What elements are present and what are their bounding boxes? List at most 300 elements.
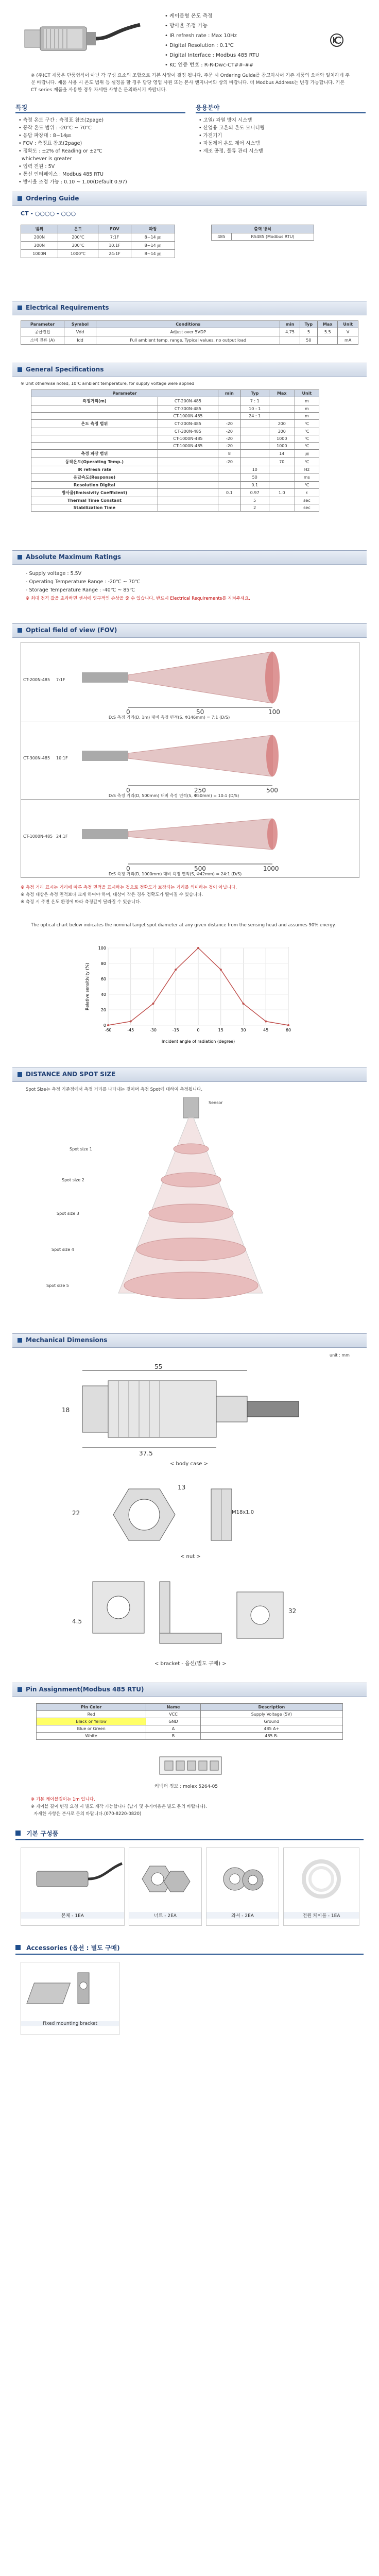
pin-bar xyxy=(12,1683,367,1697)
chart-point xyxy=(287,1024,289,1026)
general-cell xyxy=(269,504,295,512)
mech-unit: unit : mm xyxy=(330,1353,350,1358)
chart-x-tick: 60 xyxy=(285,1028,291,1032)
chart-x-tick: -60 xyxy=(105,1028,112,1032)
spot-label: Spot size 2 xyxy=(62,1178,84,1182)
general-cell: sec xyxy=(295,504,319,512)
general-cell: 200 xyxy=(269,420,295,428)
application-row: • 가전기기 xyxy=(199,133,222,139)
pin-note: ※ 기본 케이블길이는 1m 입니다. xyxy=(31,1797,95,1802)
general-cell: m xyxy=(295,397,319,405)
general-header: Max xyxy=(269,390,295,397)
ordering-guide-title: Ordering Guide xyxy=(26,195,79,202)
general-cell xyxy=(218,504,241,512)
pin-cell: B xyxy=(146,1733,200,1740)
ordering-guide-bar xyxy=(12,192,367,206)
ordering-cell: 8~14 ㎛ xyxy=(131,242,175,250)
general-cell xyxy=(269,466,295,473)
general-cell: IR refresh rate xyxy=(31,466,158,473)
application-row: • 제조 공정, 물류 관리 시스템 xyxy=(199,148,263,154)
chart-y-label: Relative sensitivity (%) xyxy=(85,963,90,1010)
dim-label: 55 xyxy=(154,1363,163,1370)
general-header: Parameter xyxy=(31,390,218,397)
table-row xyxy=(37,1718,343,1725)
pin-table xyxy=(36,1703,343,1740)
electrical-cell: 공급전압 xyxy=(21,328,64,336)
table-row xyxy=(31,497,319,504)
ordering-cell: 24:1F xyxy=(98,250,131,258)
general-cell: 1000 xyxy=(269,435,295,443)
general-cell xyxy=(31,435,158,443)
ordering-cell: 7:1F xyxy=(98,233,131,242)
electrical-title: Electrical Requirements xyxy=(26,304,109,311)
chart-y-tick: 100 xyxy=(98,946,106,951)
general-cell xyxy=(158,482,218,489)
fov-row-3 xyxy=(21,799,359,877)
chart-point xyxy=(197,947,199,949)
basic-item-label: 전원 케이블 - 1EA xyxy=(284,1912,359,1919)
electrical-cell: Adjust over 5VDP xyxy=(96,328,280,336)
chart-point xyxy=(152,1003,154,1005)
features-heading xyxy=(15,102,185,113)
general-cell xyxy=(218,482,241,489)
general-cell: ℃ xyxy=(295,435,319,443)
general-cell: CT-1000N-485 xyxy=(158,435,218,443)
chart-point xyxy=(243,1003,245,1005)
fov-caption: D:S 측정 거리(D, 500mm) 대비 측정 면적(S, Φ50mm) = 10:1 (D/S) xyxy=(109,793,239,798)
general-cell: 0.97 xyxy=(240,489,269,497)
general-cell: -20 xyxy=(218,420,241,428)
bracket-drawing xyxy=(82,1571,299,1654)
chart-y-tick: 20 xyxy=(100,1008,106,1012)
spot-chart-caption: The optical chart below indicates the nominal target spot diameter at any given distance from the sensing head and assumes 90% energy. xyxy=(31,923,336,928)
features-title: 특징 xyxy=(15,104,28,111)
pin-note: 자세한 사항은 본사로 문의 바랍니다.(070-8220-0820) xyxy=(31,1811,142,1817)
general-cell xyxy=(240,420,269,428)
feature-item: • 방사율 조정 가능 xyxy=(165,23,208,29)
general-table-body xyxy=(31,397,319,512)
dim-label: 18 xyxy=(62,1406,70,1414)
fov-model: CT-1000N-485 xyxy=(23,834,53,839)
general-cell xyxy=(240,443,269,450)
fov-mark: 100 xyxy=(268,708,280,716)
table-row xyxy=(31,504,319,512)
electrical-header: Conditions xyxy=(96,321,280,328)
general-cell xyxy=(218,497,241,504)
general-cell: 동작온도(Operating Temp.) xyxy=(31,458,158,466)
spot-label: Spot size 3 xyxy=(57,1211,79,1216)
sensitivity-chart xyxy=(82,943,299,1046)
electrical-table xyxy=(21,320,358,345)
dim-label: 13 xyxy=(178,1484,186,1491)
chart-x-tick: 15 xyxy=(218,1028,223,1032)
application-row: • 산업용 고온의 온도 모니터링 xyxy=(199,125,265,131)
electrical-cell: V xyxy=(338,328,358,336)
fov-mark: 50 xyxy=(196,708,204,716)
general-cell xyxy=(218,413,241,420)
pin-cell: Black or Yellow xyxy=(37,1718,146,1725)
general-cell: 10 : 1 xyxy=(240,405,269,413)
absolute-bar xyxy=(12,550,367,565)
fov-table xyxy=(21,642,359,878)
pin-header: Pin Color xyxy=(37,1704,146,1711)
pin-title: Pin Assignment(Modbus 485 RTU) xyxy=(26,1686,144,1693)
general-cell: 300 xyxy=(269,428,295,435)
feature-list xyxy=(165,11,319,70)
general-header: Unit xyxy=(295,390,319,397)
feature-row: • 응답 파장대 : 8~14㎛ xyxy=(19,133,72,139)
feature-row: • 방사율 조정 가능 : 0.10 ~ 1.00(Default 0.97) xyxy=(19,179,127,185)
ordering-output-header: 출력 방식 xyxy=(212,225,314,233)
general-cell: CT-1000N-485 xyxy=(158,413,218,420)
fov-mark: 500 xyxy=(266,787,278,794)
general-cell xyxy=(269,482,295,489)
dim-label: M18x1.0 xyxy=(232,1510,254,1515)
accessories-heading xyxy=(15,1942,364,1955)
general-cell: ㎛ xyxy=(295,450,319,458)
table-row xyxy=(37,1711,343,1718)
general-cell: 1.0 xyxy=(269,489,295,497)
ordering-range-table xyxy=(21,225,175,258)
pin-cell: 485 B- xyxy=(200,1733,342,1740)
feature-row: • FOV : 측정표 참조(2page) xyxy=(19,141,82,146)
general-cell: 7 : 1 xyxy=(240,397,269,405)
fov-mark: 1000 xyxy=(263,865,279,872)
pin-note: ※ 케이블 길이 변경 요청 시 별도 제작 가능합니다 (납기 및 추가비용은 별도 문의 바랍니다). xyxy=(31,1804,207,1809)
general-cell xyxy=(240,458,269,466)
general-cell: 온도 측정 범위 xyxy=(31,420,158,428)
general-cell: 2 xyxy=(240,504,269,512)
spot-label: Spot size 5 xyxy=(46,1283,69,1288)
pin-header: Description xyxy=(200,1704,342,1711)
spot-bar xyxy=(12,1067,367,1082)
general-cell: 응답속도(Response) xyxy=(31,473,158,482)
table-row xyxy=(31,443,319,450)
general-cell: ℃ xyxy=(295,428,319,435)
applications-list xyxy=(199,116,369,155)
electrical-cell: Full ambient temp. range, Typical values, no output load xyxy=(96,336,280,345)
accessory-item xyxy=(21,1962,119,2035)
table-row xyxy=(31,466,319,473)
fov-ratio: 10:1F xyxy=(56,756,68,760)
pin-header: Name xyxy=(146,1704,200,1711)
accessories-title: Accessories (옵션 : 별도 구매) xyxy=(26,1944,120,1952)
general-cell xyxy=(158,489,218,497)
general-cell: CT-300N-485 xyxy=(158,405,218,413)
ordering-cell: 8~14 ㎛ xyxy=(131,250,175,258)
absolute-warning: ※ 최대 정격 값을 초과하면 센서에 영구적인 손상을 줄 수 있습니다. 반드시 Electrical Requirements를 지켜주세요. xyxy=(26,596,250,601)
chart-y-tick: 80 xyxy=(100,961,106,966)
general-table xyxy=(31,389,319,512)
general-cell xyxy=(31,405,158,413)
pin-cell: White xyxy=(37,1733,146,1740)
fov-caption: D:S 측정 거리(D, 1m) 대비 측정 면적(S, Φ146mm) = 7:1 (D/S) xyxy=(109,715,230,720)
nut-caption: < nut > xyxy=(180,1554,201,1560)
feature-row: • 통신 인터페이스 : Modbus 485 RTU xyxy=(19,172,104,177)
chart-point xyxy=(175,969,177,971)
general-cell: 8 xyxy=(218,450,241,458)
electrical-header: Max xyxy=(318,321,338,328)
fov-ratio: 7:1F xyxy=(56,677,65,682)
absolute-item: - Supply voltage : 5.5V xyxy=(26,571,82,577)
general-cell xyxy=(158,450,218,458)
fov-note: ※ 측정 시 주변 온도 환경에 따라 측정값이 달라질 수 있습니다. xyxy=(21,900,141,905)
general-note: ※ Unit otherwise noted, 10℃ ambient temperature, for supply voltage were applied xyxy=(21,381,195,386)
fov-notes xyxy=(21,884,358,906)
general-cell: m xyxy=(295,405,319,413)
general-cell: ms xyxy=(295,473,319,482)
general-cell xyxy=(158,458,218,466)
general-cell: -20 xyxy=(218,458,241,466)
basic-item-washer xyxy=(206,1848,279,1926)
ordering-cell: 300℃ xyxy=(58,242,98,250)
fov-mark: 0 xyxy=(126,787,130,794)
spot-title: DISTANCE AND SPOT SIZE xyxy=(26,1071,116,1078)
chart-x-tick: 45 xyxy=(263,1028,269,1032)
chart-point xyxy=(220,969,222,971)
nut-drawing xyxy=(93,1484,288,1551)
table-row xyxy=(31,413,319,420)
general-cell xyxy=(218,405,241,413)
electrical-cell: 소비 전류 (A) xyxy=(21,336,64,345)
general-cell: -20 xyxy=(218,428,241,435)
ordering-cell: RS485 (Modbus RTU) xyxy=(232,233,314,241)
general-cell xyxy=(158,504,218,512)
table-row xyxy=(21,250,175,258)
chart-point xyxy=(107,1024,109,1026)
chart-x-label: Incident angle of radiation (degree) xyxy=(161,1039,235,1044)
absolute-item: - Storage Temperature Range : -40℃ ~ 85℃ xyxy=(26,587,135,593)
mech-title: Mechanical Dimensions xyxy=(26,1336,108,1344)
general-cell: ε xyxy=(295,489,319,497)
general-cell: 14 xyxy=(269,450,295,458)
general-bar xyxy=(12,363,367,377)
fov-model: CT-200N-485 xyxy=(23,677,50,682)
dim-label: 37.5 xyxy=(139,1450,153,1457)
table-row xyxy=(31,428,319,435)
electrical-header: Symbol xyxy=(64,321,96,328)
ordering-cell: 1000N xyxy=(21,250,58,258)
chart-y-tick: 40 xyxy=(100,992,106,997)
electrical-cell: 50 xyxy=(300,336,318,345)
general-cell xyxy=(31,443,158,450)
ordering-cell: 10:1F xyxy=(98,242,131,250)
pin-cell: Ground xyxy=(200,1718,342,1725)
ordering-cell: 200℃ xyxy=(58,233,98,242)
general-cell xyxy=(240,450,269,458)
fov-caption: D:S 측정 거리(D, 1000mm) 대비 측정 면적(S, Φ42mm) = 24:1 (D/S) xyxy=(109,872,242,876)
general-header: Typ xyxy=(240,390,269,397)
general-cell: -20 xyxy=(218,435,241,443)
electrical-cell: 4.75 xyxy=(280,328,300,336)
feature-row: • 측정 온도 구간 : 측정표 참조(2page) xyxy=(19,117,104,123)
spot-label: Sensor xyxy=(209,1100,223,1105)
chart-point xyxy=(130,1021,132,1023)
general-cell: Hz xyxy=(295,466,319,473)
fov-note: ※ 측정 거리 표시는 거리에 따른 측정 면적을 표시하는 것으로 정확도가 보장되는 거리를 의미하는 것이 아닙니다. xyxy=(21,885,237,890)
spot-size-diagram xyxy=(62,1097,319,1303)
fov-diagram-3 xyxy=(82,803,319,865)
general-cell xyxy=(240,428,269,435)
basic-item-label: 본체 - 1EA xyxy=(21,1912,124,1919)
basic-icon xyxy=(15,1831,21,1836)
ordering-header: FOV xyxy=(98,225,131,233)
ordering-cell: 1000℃ xyxy=(58,250,98,258)
general-cell xyxy=(269,405,295,413)
fov-title: Optical field of view (FOV) xyxy=(26,626,117,634)
table-row xyxy=(31,458,319,466)
pin-cell: Supply Voltage (5V) xyxy=(200,1711,342,1718)
general-cell: 5 xyxy=(240,497,269,504)
electrical-header: Parameter xyxy=(21,321,64,328)
table-row xyxy=(31,482,319,489)
general-cell: Resolution Digital xyxy=(31,482,158,489)
general-cell: CT-300N-485 xyxy=(158,428,218,435)
feature-item: • Digital Resolution : 0.1℃ xyxy=(165,43,234,48)
general-cell: 24 : 1 xyxy=(240,413,269,420)
table-row xyxy=(21,328,358,336)
basic-item-body xyxy=(21,1848,125,1926)
dim-label: 4.5 xyxy=(72,1618,82,1625)
table-row xyxy=(31,405,319,413)
general-cell xyxy=(158,473,218,482)
chart-x-tick: 30 xyxy=(240,1028,246,1032)
application-row: • 자동제어 온도 제어 시스템 xyxy=(199,141,260,146)
general-cell: 50 xyxy=(240,473,269,482)
general-header: min xyxy=(218,390,241,397)
body-drawing xyxy=(72,1360,309,1453)
electrical-header: Typ xyxy=(300,321,318,328)
general-cell xyxy=(31,413,158,420)
features-list xyxy=(19,116,188,186)
table-row xyxy=(31,489,319,497)
general-cell xyxy=(269,473,295,482)
chart-point xyxy=(265,1021,267,1023)
table-row xyxy=(37,1725,343,1733)
general-cell: CT-1000N-485 xyxy=(158,443,218,450)
kc-mark-icon xyxy=(330,33,344,47)
general-cell xyxy=(158,466,218,473)
general-cell xyxy=(31,428,158,435)
feature-row: • 정확도 : ±2% of Reading or ±2℃ xyxy=(19,148,102,154)
table-row xyxy=(21,242,175,250)
ordering-cell: 8~14 ㎛ xyxy=(131,233,175,242)
pin-cell: Red xyxy=(37,1711,146,1718)
pin-cell: A xyxy=(146,1725,200,1733)
electrical-cell: Vdd xyxy=(64,328,96,336)
general-cell: Stabilization Time xyxy=(31,504,158,512)
general-cell xyxy=(269,497,295,504)
table-row xyxy=(31,450,319,458)
connector-drawing xyxy=(154,1752,227,1783)
fov-diagram-1 xyxy=(82,647,319,708)
feature-row: whichever is greater xyxy=(19,156,72,162)
fov-bar xyxy=(12,623,367,638)
fov-mark: 500 xyxy=(194,865,206,872)
general-cell: sec xyxy=(295,497,319,504)
general-cell: m xyxy=(295,413,319,420)
connector-info: 커넥터 정보 : molex 5264-05 xyxy=(154,1784,218,1789)
basic-item-label: 너트 - 2EA xyxy=(129,1912,201,1919)
chart-x-tick: -15 xyxy=(172,1028,179,1032)
pin-cell: Blue or Green xyxy=(37,1725,146,1733)
ordering-output-table xyxy=(211,225,314,241)
electrical-header: min xyxy=(280,321,300,328)
applications-title: 응용분야 xyxy=(196,104,220,111)
chart-x-tick: -45 xyxy=(127,1028,134,1032)
basic-title: 기본 구성품 xyxy=(26,1830,59,1837)
general-cell: 방사율(Emissivity Coefficient) xyxy=(31,489,158,497)
general-cell: 1000 xyxy=(269,443,295,450)
electrical-cell: mA xyxy=(338,336,358,345)
body-caption: < body case > xyxy=(170,1461,209,1467)
spot-label: Spot size 4 xyxy=(51,1247,74,1252)
ordering-cell: 485 xyxy=(212,233,232,241)
electrical-cell xyxy=(280,336,300,345)
table-row xyxy=(31,397,319,405)
product-photo xyxy=(21,10,144,67)
fov-row-2 xyxy=(21,721,359,800)
ordering-cell: 200N xyxy=(21,233,58,242)
table-row xyxy=(212,233,314,241)
general-cell: 측정 파장 범위 xyxy=(31,450,158,458)
ordering-cell: 300N xyxy=(21,242,58,250)
basic-item-cable xyxy=(283,1848,359,1926)
applications-heading xyxy=(196,102,366,113)
feature-item: • 케이블형 온도 측정 xyxy=(165,13,213,19)
general-cell: CT-200N-485 xyxy=(158,397,218,405)
ordering-header: 파장 xyxy=(131,225,175,233)
table-row xyxy=(21,233,175,242)
mech-bar xyxy=(12,1333,367,1348)
table-row xyxy=(31,435,319,443)
general-cell: 0.1 xyxy=(240,482,269,489)
electrical-header: Unit xyxy=(338,321,358,328)
electrical-cell: 5 xyxy=(300,328,318,336)
general-cell: CT-200N-485 xyxy=(158,420,218,428)
electrical-bar xyxy=(12,301,367,315)
general-cell xyxy=(269,397,295,405)
accessories-icon xyxy=(15,1945,21,1950)
table-row xyxy=(37,1733,343,1740)
ordering-header: 범위 xyxy=(21,225,58,233)
chart-y-tick: 60 xyxy=(100,977,106,981)
pin-cell: VCC xyxy=(146,1711,200,1718)
electrical-cell xyxy=(318,336,338,345)
general-cell xyxy=(269,413,295,420)
basic-items xyxy=(21,1848,358,1930)
bracket-caption: < bracket - 옵션(별도 구매) > xyxy=(154,1661,227,1667)
general-cell xyxy=(218,466,241,473)
basic-item-label: 와셔 - 2EA xyxy=(206,1912,279,1919)
chart-y-tick: 0 xyxy=(103,1023,106,1028)
table-row xyxy=(31,473,319,482)
general-cell: 70 xyxy=(269,458,295,466)
general-title: General Specifications xyxy=(26,366,104,373)
pin-cell: GND xyxy=(146,1718,200,1725)
table-row xyxy=(31,420,319,428)
chart-x-tick: -30 xyxy=(149,1028,157,1032)
fov-ratio: 24:1F xyxy=(56,834,68,839)
table-row xyxy=(21,336,358,345)
accessory-label: Fixed mounting bracket xyxy=(21,2021,119,2026)
fov-mark: 0 xyxy=(126,865,130,872)
general-cell: ℃ xyxy=(295,443,319,450)
general-cell: -20 xyxy=(218,443,241,450)
chart-x-tick: 0 xyxy=(197,1028,200,1032)
feature-item: • Digital Interface : Modbus 485 RTU xyxy=(165,53,260,58)
ordering-header: 온도 xyxy=(58,225,98,233)
